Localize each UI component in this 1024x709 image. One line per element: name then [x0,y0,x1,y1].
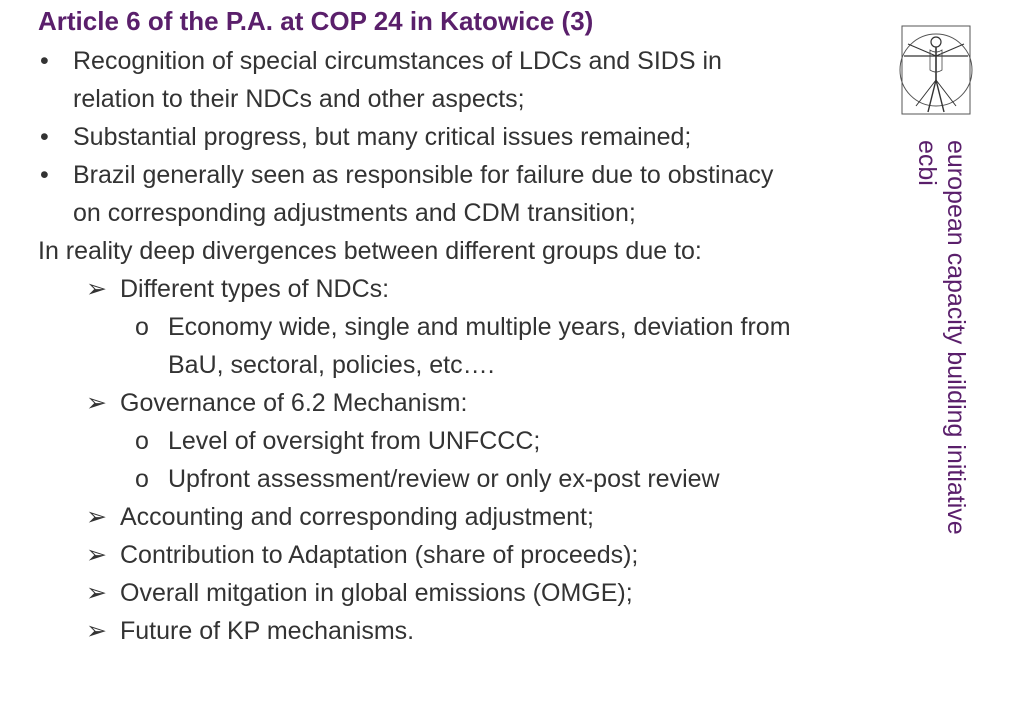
group-1-label: Different types of NDCs: [120,275,390,303]
group-2-sub-2: Upfront assessment/review or only ex-post review [168,465,720,493]
group-2-label: Governance of 6.2 Mechanism: [120,389,468,417]
bullet-marker: • [40,123,49,151]
bullet-2-line-1: Substantial progress, but many critical issues remained; [73,123,692,151]
sub-bullet-marker: o [135,313,149,341]
branding-full-name: european capacity building initiative [942,140,970,535]
bullet-marker: • [40,161,49,189]
arrow-bullet-icon: ➢ [86,389,107,417]
bullet-marker: • [40,47,49,75]
bullet-3-line-1: Brazil generally seen as responsible for failure due to obstinacy [73,161,774,189]
sub-bullet-marker: o [135,465,149,493]
ecbi-branding [912,140,970,535]
arrow-bullet-icon: ➢ [86,275,107,303]
group-2-sub-1: Level of oversight from UNFCCC; [168,427,541,455]
bullet-1-line-1: Recognition of special circumstances of LDCs and SIDS in [73,47,722,75]
arrow-bullet-icon: ➢ [86,579,107,607]
group-1-sub-1-line-1: Economy wide, single and multiple years, deviation from [168,313,791,341]
group-5-label: Overall mitgation in global emissions (OMGE); [120,579,633,607]
arrow-bullet-icon: ➢ [86,617,107,645]
group-4-label: Contribution to Adaptation (share of proceeds); [120,541,639,569]
branding-acronym: ecbi [913,140,941,186]
arrow-bullet-icon: ➢ [86,541,107,569]
vitruvian-man-icon [898,20,974,120]
slide-title: Article 6 of the P.A. at COP 24 in Katowice (3) [38,6,594,36]
bullet-3-line-2: on corresponding adjustments and CDM transition; [73,199,636,227]
arrow-bullet-icon: ➢ [86,503,107,531]
bullet-1-line-2: relation to their NDCs and other aspects; [73,85,525,113]
group-3-label: Accounting and corresponding adjustment; [120,503,594,531]
group-1-sub-1-line-2: BaU, sectoral, policies, etc…. [168,351,495,379]
sub-bullet-marker: o [135,427,149,455]
intro-text: In reality deep divergences between different groups due to: [38,237,702,265]
group-6-label: Future of KP mechanisms. [120,617,415,645]
